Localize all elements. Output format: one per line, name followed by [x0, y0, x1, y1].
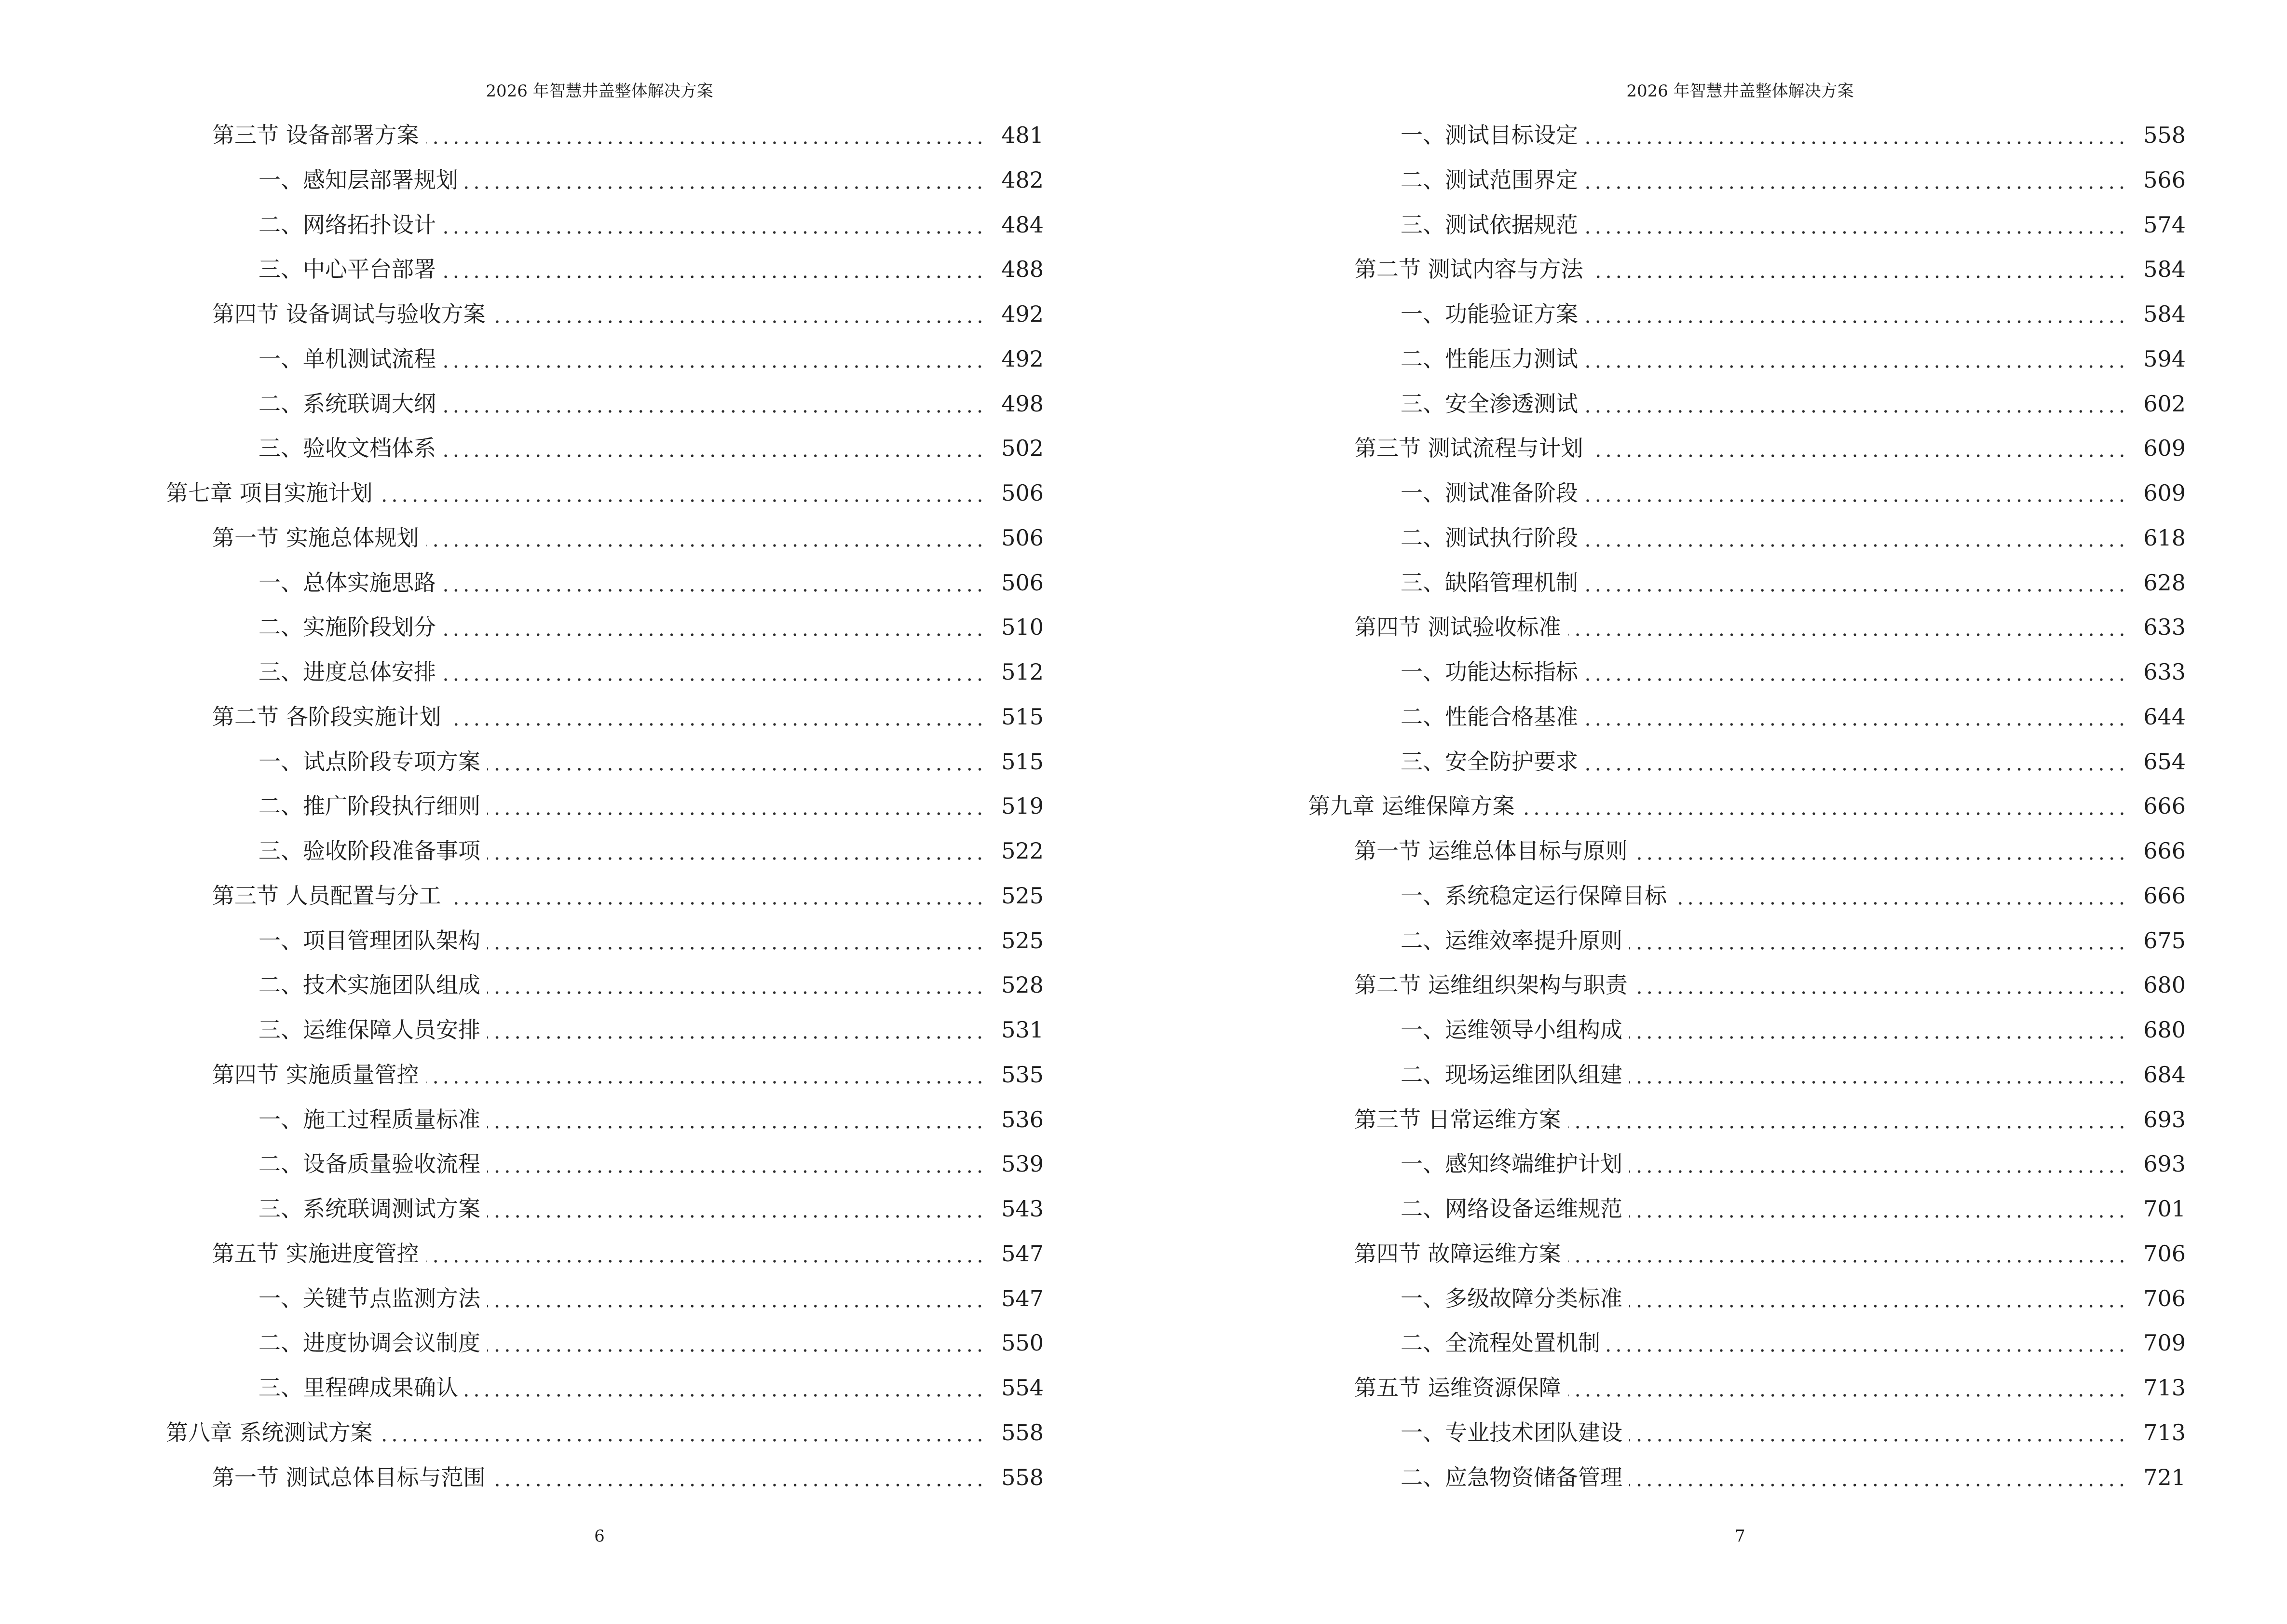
- toc-entry-title: 第二节 各阶段实施计划: [212, 703, 441, 730]
- toc-entry-page-number: 482: [1001, 166, 1044, 193]
- toc-entry-page-number: 713: [2143, 1375, 2186, 1401]
- toc-section-entry: [166, 292, 1044, 337]
- dot-leader: [1629, 918, 2127, 963]
- toc-subsection-entry: [166, 247, 1044, 292]
- dot-leader: [465, 1365, 985, 1410]
- document-page-right: [1308, 0, 2186, 1624]
- toc-subsection-entry: [1308, 1008, 2186, 1052]
- toc-entry-title: 一、多级故障分类标准: [1401, 1285, 1622, 1311]
- toc-entry-page-number: 709: [2143, 1330, 2186, 1356]
- toc-entry-page-number: 618: [2143, 524, 2186, 551]
- dot-leader: [1585, 337, 2127, 382]
- toc-entry-page-number: 693: [2143, 1106, 2186, 1133]
- dot-leader: [1585, 113, 2127, 158]
- dot-leader: [1585, 695, 2127, 739]
- toc-section-entry: [166, 873, 1044, 918]
- toc-entry-title: 二、运维效率提升原则: [1401, 927, 1622, 954]
- toc-section-entry: [166, 1455, 1044, 1500]
- toc-entry-title: 一、项目管理团队架构: [259, 927, 480, 954]
- toc-entry-title: 第九章 运维保障方案: [1308, 793, 1515, 819]
- toc-subsection-entry: [1308, 695, 2186, 739]
- toc-entry-page-number: 512: [1001, 659, 1044, 685]
- toc-entry-page-number: 481: [1001, 122, 1044, 148]
- toc-subsection-entry: [1308, 1276, 2186, 1321]
- toc-entry-page-number: 484: [1001, 211, 1044, 238]
- dot-leader: [443, 203, 985, 247]
- dot-leader: [1629, 1052, 2127, 1097]
- dot-leader: [1585, 203, 2127, 247]
- toc-entry-page-number: 558: [1001, 1419, 1044, 1446]
- toc-section-entry: [166, 695, 1044, 739]
- dot-leader: [1585, 292, 2127, 337]
- toc-section-entry: [166, 1231, 1044, 1276]
- dot-leader: [1634, 829, 2127, 873]
- toc-entry-title: 一、总体实施思路: [259, 569, 436, 596]
- dot-leader: [443, 247, 985, 292]
- toc-entry-page-number: 506: [1001, 524, 1044, 551]
- dot-leader: [1585, 739, 2127, 784]
- toc-entry-title: 第四节 设备调试与验收方案: [212, 301, 486, 327]
- toc-subsection-entry: [1308, 337, 2186, 382]
- toc-subsection-entry: [1308, 113, 2186, 158]
- toc-entry-page-number: 558: [2143, 122, 2186, 148]
- toc-subsection-entry: [166, 1276, 1044, 1321]
- document-page-left: [166, 0, 1044, 1624]
- toc-entry-page-number: 519: [1001, 793, 1044, 819]
- running-header: 2026 年智慧井盖整体解决方案: [486, 82, 713, 101]
- toc-entry-title: 第五节 实施进度管控: [212, 1240, 419, 1267]
- toc-section-entry: [1308, 605, 2186, 650]
- toc-entry-title: 二、全流程处置机制: [1401, 1330, 1600, 1356]
- toc-subsection-entry: [166, 1365, 1044, 1410]
- dot-leader: [1522, 784, 2127, 829]
- toc-entry-title: 二、技术实施团队组成: [259, 972, 480, 998]
- toc-entry-page-number: 536: [1001, 1106, 1044, 1133]
- toc-entry-page-number: 713: [2143, 1419, 2186, 1446]
- toc-subsection-entry: [1308, 650, 2186, 695]
- toc-section-entry: [166, 113, 1044, 158]
- toc-entry-title: 一、专业技术团队建设: [1401, 1419, 1622, 1446]
- dot-leader: [380, 1410, 985, 1455]
- toc-entry-title: 一、感知层部署规划: [259, 166, 458, 193]
- dot-leader: [487, 1321, 985, 1365]
- dot-leader: [1590, 247, 2127, 292]
- toc-entry-title: 二、推广阶段执行细则: [259, 793, 480, 819]
- dot-leader: [443, 426, 985, 471]
- toc-entry-title: 第二节 运维组织架构与职责: [1354, 972, 1628, 998]
- toc-subsection-entry: [1308, 158, 2186, 203]
- toc-subsection-entry: [1308, 203, 2186, 247]
- toc-entry-title: 三、验收阶段准备事项: [259, 838, 480, 864]
- toc-entry-title: 一、测试准备阶段: [1401, 480, 1578, 506]
- toc-subsection-entry: [166, 1187, 1044, 1231]
- toc-chapter-entry: [166, 1410, 1044, 1455]
- dot-leader: [1607, 1321, 2127, 1365]
- toc-subsection-entry: [166, 605, 1044, 650]
- dot-leader: [1585, 560, 2127, 605]
- toc-subsection-entry: [1308, 1455, 2186, 1500]
- dot-leader: [487, 1142, 985, 1187]
- toc-entry-title: 第四节 实施质量管控: [212, 1061, 419, 1088]
- dot-leader: [1674, 873, 2127, 918]
- toc-section-entry: [1308, 426, 2186, 471]
- toc-entry-page-number: 554: [1001, 1375, 1044, 1401]
- toc-entry-page-number: 666: [2143, 793, 2186, 819]
- dot-leader: [1585, 650, 2127, 695]
- toc-entry-title: 一、关键节点监测方法: [259, 1285, 480, 1311]
- toc-entry-title: 一、功能达标指标: [1401, 659, 1578, 685]
- toc-entry-page-number: 693: [2143, 1151, 2186, 1177]
- toc-entry-title: 第一节 运维总体目标与原则: [1354, 838, 1628, 864]
- toc-section-entry: [1308, 1097, 2186, 1142]
- toc-entry-title: 三、安全防护要求: [1401, 748, 1578, 775]
- toc-entry-title: 三、进度总体安排: [259, 659, 436, 685]
- toc-entry-page-number: 525: [1001, 882, 1044, 909]
- toc-entry-title: 第三节 人员配置与分工: [212, 882, 441, 909]
- toc-section-entry: [1308, 1365, 2186, 1410]
- toc-entry-title: 三、缺陷管理机制: [1401, 569, 1578, 596]
- toc-subsection-entry: [1308, 1321, 2186, 1365]
- page-number: 7: [1735, 1527, 1745, 1546]
- toc-entry-page-number: 680: [2143, 972, 2186, 998]
- toc-entry-title: 二、测试执行阶段: [1401, 524, 1578, 551]
- toc-entry-title: 第三节 测试流程与计划: [1354, 435, 1583, 462]
- toc-entry-title: 三、安全渗透测试: [1401, 390, 1578, 417]
- toc-subsection-entry: [166, 426, 1044, 471]
- dot-leader: [448, 695, 985, 739]
- dot-leader: [1585, 158, 2127, 203]
- dot-leader: [443, 650, 985, 695]
- toc-section-entry: [1308, 963, 2186, 1008]
- dot-leader: [426, 1052, 985, 1097]
- dot-leader: [487, 739, 985, 784]
- toc-entry-page-number: 531: [1001, 1017, 1044, 1043]
- dot-leader: [487, 963, 985, 1008]
- toc-entry-page-number: 684: [2143, 1061, 2186, 1088]
- toc-entry-page-number: 574: [2143, 211, 2186, 238]
- toc-entry-title: 一、测试目标设定: [1401, 122, 1578, 148]
- toc-entry-page-number: 721: [2143, 1464, 2186, 1490]
- toc-subsection-entry: [1308, 382, 2186, 426]
- toc-entry-title: 二、应急物资储备管理: [1401, 1464, 1622, 1490]
- toc-entry-title: 第八章 系统测试方案: [166, 1419, 373, 1446]
- toc-entry-page-number: 528: [1001, 972, 1044, 998]
- toc-subsection-entry: [166, 1142, 1044, 1187]
- toc-entry-page-number: 609: [2143, 435, 2186, 462]
- toc-subsection-entry: [1308, 1187, 2186, 1231]
- toc-chapter-entry: [1308, 784, 2186, 829]
- toc-entry-page-number: 543: [1001, 1196, 1044, 1222]
- toc-subsection-entry: [166, 337, 1044, 382]
- toc-subsection-entry: [166, 918, 1044, 963]
- toc-entry-page-number: 522: [1001, 838, 1044, 864]
- toc-subsection-entry: [166, 158, 1044, 203]
- toc-entry-title: 二、网络设备运维规范: [1401, 1196, 1622, 1222]
- dot-leader: [1585, 516, 2127, 560]
- dot-leader: [487, 784, 985, 829]
- toc-entry-title: 第四节 测试验收标准: [1354, 614, 1561, 641]
- toc-entry-page-number: 594: [2143, 345, 2186, 372]
- dot-leader: [1629, 1142, 2127, 1187]
- toc-entry-page-number: 547: [1001, 1240, 1044, 1267]
- toc-entry-page-number: 539: [1001, 1151, 1044, 1177]
- toc-entry-title: 二、性能压力测试: [1401, 345, 1578, 372]
- toc-subsection-entry: [1308, 873, 2186, 918]
- toc-entry-page-number: 525: [1001, 927, 1044, 954]
- toc-entry-title: 三、测试依据规范: [1401, 211, 1578, 238]
- toc-entry-page-number: 502: [1001, 435, 1044, 462]
- toc-entry-page-number: 515: [1001, 748, 1044, 775]
- toc-chapter-entry: [166, 471, 1044, 516]
- dot-leader: [426, 1231, 985, 1276]
- toc-entry-page-number: 701: [2143, 1196, 2186, 1222]
- toc-entry-page-number: 706: [2143, 1240, 2186, 1267]
- toc-subsection-entry: [1308, 1052, 2186, 1097]
- toc-section-entry: [166, 1052, 1044, 1097]
- toc-entry-title: 三、里程碑成果确认: [259, 1375, 458, 1401]
- toc-entry-title: 二、进度协调会议制度: [259, 1330, 480, 1356]
- dot-leader: [1629, 1187, 2127, 1231]
- toc-entry-page-number: 506: [1001, 569, 1044, 596]
- dot-leader: [487, 829, 985, 873]
- toc-subsection-entry: [166, 829, 1044, 873]
- toc-entry-page-number: 633: [2143, 614, 2186, 641]
- dot-leader: [443, 337, 985, 382]
- toc-entry-title: 第三节 设备部署方案: [212, 122, 419, 148]
- toc-entry-page-number: 666: [2143, 838, 2186, 864]
- toc-subsection-entry: [1308, 292, 2186, 337]
- running-header: 2026 年智慧井盖整体解决方案: [1626, 82, 1854, 101]
- toc-entry-title: 第四节 故障运维方案: [1354, 1240, 1561, 1267]
- dot-leader: [1585, 471, 2127, 516]
- toc-entry-title: 第三节 日常运维方案: [1354, 1106, 1561, 1133]
- toc-entry-page-number: 654: [2143, 748, 2186, 775]
- dot-leader: [426, 516, 985, 560]
- toc-subsection-entry: [1308, 471, 2186, 516]
- toc-entry-title: 第一节 测试总体目标与范围: [212, 1464, 486, 1490]
- toc-entry-page-number: 706: [2143, 1285, 2186, 1311]
- toc-entry-title: 二、系统联调大纲: [259, 390, 436, 417]
- toc-subsection-entry: [1308, 1142, 2186, 1187]
- toc-subsection-entry: [1308, 918, 2186, 963]
- toc-subsection-entry: [166, 1097, 1044, 1142]
- toc-subsection-entry: [166, 650, 1044, 695]
- toc-entry-page-number: 680: [2143, 1017, 2186, 1043]
- toc-entry-title: 一、试点阶段专项方案: [259, 748, 480, 775]
- toc-entry-page-number: 510: [1001, 614, 1044, 641]
- toc-entry-page-number: 550: [1001, 1330, 1044, 1356]
- toc-entry-title: 第七章 项目实施计划: [166, 480, 373, 506]
- dot-leader: [443, 605, 985, 650]
- toc-entry-page-number: 547: [1001, 1285, 1044, 1311]
- toc-entry-page-number: 498: [1001, 390, 1044, 417]
- table-of-contents: [166, 113, 1044, 1500]
- toc-entry-title: 二、设备质量验收流程: [259, 1151, 480, 1177]
- dot-leader: [1568, 1365, 2127, 1410]
- dot-leader: [487, 1097, 985, 1142]
- toc-entry-page-number: 609: [2143, 480, 2186, 506]
- dot-leader: [1568, 1097, 2127, 1142]
- toc-entry-title: 一、单机测试流程: [259, 345, 436, 372]
- toc-entry-page-number: 584: [2143, 256, 2186, 283]
- toc-entry-title: 一、功能验证方案: [1401, 301, 1578, 327]
- toc-entry-page-number: 566: [2143, 166, 2186, 193]
- toc-entry-page-number: 644: [2143, 703, 2186, 730]
- toc-subsection-entry: [1308, 560, 2186, 605]
- toc-entry-page-number: 628: [2143, 569, 2186, 596]
- toc-entry-page-number: 666: [2143, 882, 2186, 909]
- toc-entry-page-number: 633: [2143, 659, 2186, 685]
- dot-leader: [1629, 1410, 2127, 1455]
- toc-entry-title: 一、运维领导小组构成: [1401, 1017, 1622, 1043]
- dot-leader: [492, 1455, 985, 1500]
- toc-entry-page-number: 675: [2143, 927, 2186, 954]
- toc-entry-page-number: 515: [1001, 703, 1044, 730]
- toc-entry-title: 一、施工过程质量标准: [259, 1106, 480, 1133]
- toc-entry-title: 三、系统联调测试方案: [259, 1196, 480, 1222]
- dot-leader: [1629, 1455, 2127, 1500]
- dot-leader: [487, 1187, 985, 1231]
- toc-subsection-entry: [166, 1008, 1044, 1052]
- dot-leader: [487, 1276, 985, 1321]
- dot-leader: [443, 382, 985, 426]
- dot-leader: [443, 560, 985, 605]
- toc-entry-title: 一、感知终端维护计划: [1401, 1151, 1622, 1177]
- dot-leader: [1568, 605, 2127, 650]
- toc-section-entry: [1308, 829, 2186, 873]
- toc-entry-title: 第一节 实施总体规划: [212, 524, 419, 551]
- toc-entry-title: 三、中心平台部署: [259, 256, 436, 283]
- toc-entry-page-number: 492: [1001, 301, 1044, 327]
- toc-entry-title: 第五节 运维资源保障: [1354, 1375, 1561, 1401]
- toc-subsection-entry: [166, 1321, 1044, 1365]
- dot-leader: [487, 1008, 985, 1052]
- dot-leader: [380, 471, 985, 516]
- dot-leader: [1585, 382, 2127, 426]
- dot-leader: [492, 292, 985, 337]
- dot-leader: [1629, 1008, 2127, 1052]
- toc-entry-title: 二、实施阶段划分: [259, 614, 436, 641]
- toc-entry-page-number: 558: [1001, 1464, 1044, 1490]
- toc-entry-title: 二、性能合格基准: [1401, 703, 1578, 730]
- toc-entry-page-number: 584: [2143, 301, 2186, 327]
- toc-entry-page-number: 488: [1001, 256, 1044, 283]
- toc-entry-title: 三、验收文档体系: [259, 435, 436, 462]
- page-number: 6: [594, 1527, 605, 1546]
- toc-subsection-entry: [166, 560, 1044, 605]
- dot-leader: [426, 113, 985, 158]
- toc-subsection-entry: [166, 203, 1044, 247]
- dot-leader: [1629, 1276, 2127, 1321]
- toc-entry-title: 二、现场运维团队组建: [1401, 1061, 1622, 1088]
- toc-subsection-entry: [166, 739, 1044, 784]
- toc-subsection-entry: [1308, 739, 2186, 784]
- dot-leader: [465, 158, 985, 203]
- dot-leader: [1568, 1231, 2127, 1276]
- toc-section-entry: [166, 516, 1044, 560]
- toc-entry-title: 二、网络拓扑设计: [259, 211, 436, 238]
- dot-leader: [448, 873, 985, 918]
- toc-entry-title: 二、测试范围界定: [1401, 166, 1578, 193]
- toc-section-entry: [1308, 247, 2186, 292]
- toc-subsection-entry: [1308, 1410, 2186, 1455]
- toc-entry-title: 三、运维保障人员安排: [259, 1017, 480, 1043]
- toc-subsection-entry: [1308, 516, 2186, 560]
- toc-section-entry: [1308, 1231, 2186, 1276]
- toc-subsection-entry: [166, 963, 1044, 1008]
- dot-leader: [1634, 963, 2127, 1008]
- table-of-contents: [1308, 113, 2186, 1500]
- toc-entry-title: 第二节 测试内容与方法: [1354, 256, 1583, 283]
- toc-subsection-entry: [166, 784, 1044, 829]
- toc-entry-page-number: 492: [1001, 345, 1044, 372]
- toc-entry-page-number: 506: [1001, 480, 1044, 506]
- dot-leader: [487, 918, 985, 963]
- toc-entry-title: 一、系统稳定运行保障目标: [1401, 882, 1667, 909]
- toc-entry-page-number: 602: [2143, 390, 2186, 417]
- toc-entry-page-number: 535: [1001, 1061, 1044, 1088]
- toc-subsection-entry: [166, 382, 1044, 426]
- dot-leader: [1590, 426, 2127, 471]
